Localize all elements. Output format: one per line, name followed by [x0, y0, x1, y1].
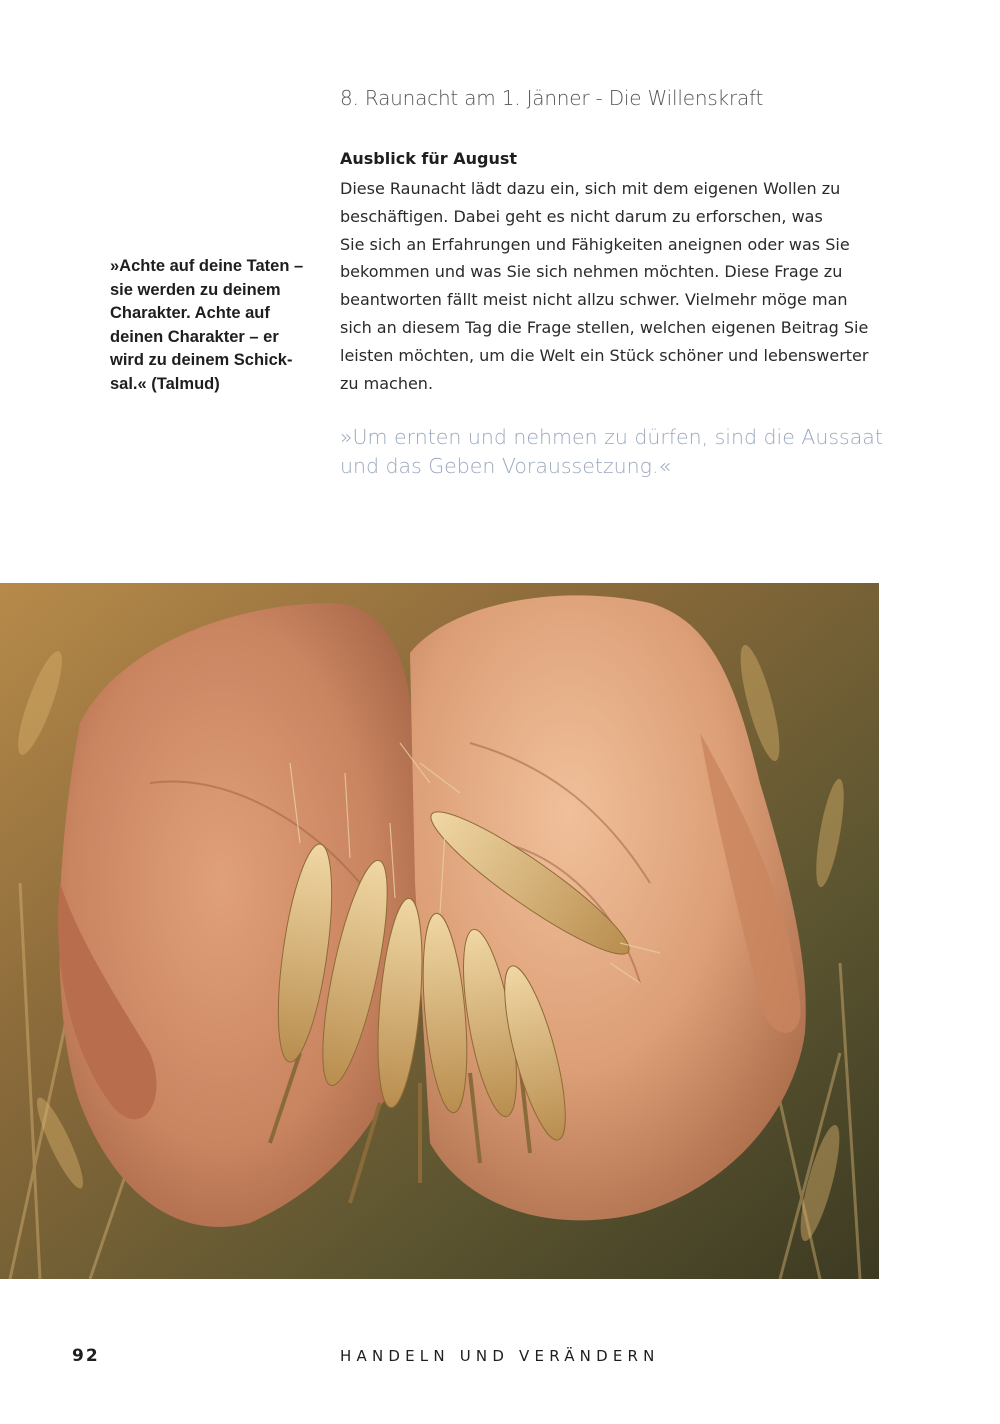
running-footer-title: HANDELN UND VERÄNDERN: [340, 1347, 660, 1365]
sidebar-quote-line: »Achte auf deine Taten –: [110, 257, 304, 275]
chapter-title: 8. Raunacht am 1. Jänner - Die Willenskraft: [340, 86, 764, 110]
wheat-hands-photo: [0, 583, 879, 1279]
sidebar-quote: [110, 255, 315, 396]
body-line: leisten möchten, um die Welt ein Stück schöner und lebenswerter: [340, 345, 869, 365]
body-line: zu machen.: [340, 373, 434, 393]
sidebar-quote-line: sal.« (Talmud): [110, 374, 220, 393]
body-paragraph: [340, 175, 900, 397]
sidebar-quote-line: deinen Charakter – er: [110, 327, 279, 346]
body-line: beschäftigen. Dabei geht es nicht darum zu erforschen, was: [340, 206, 823, 226]
body-line: sich an diesem Tag die Frage stellen, welchen eigenen Beitrag Sie: [340, 317, 869, 337]
body-line: Sie sich an Erfahrungen und Fähigkeiten aneignen oder was Sie: [340, 234, 850, 254]
sidebar-quote-line: wird zu deinem Schick-: [110, 351, 293, 369]
wheat-hands-icon: [0, 583, 879, 1279]
body-line: bekommen und was Sie sich nehmen möchten. Diese Frage zu: [340, 262, 843, 282]
sidebar-quote-line: Charakter. Achte auf: [110, 304, 270, 322]
pull-quote-line: und das Geben Voraussetzung.«: [340, 454, 671, 478]
body-line: beantworten fällt meist nicht allzu schwer. Vielmehr möge man: [340, 290, 848, 310]
section-heading: Ausblick für August: [340, 149, 518, 168]
pull-quote-line: »Um ernten und nehmen zu dürfen, sind die Aussaat: [340, 425, 883, 449]
body-line: Diese Raunacht lädt dazu ein, sich mit dem eigenen Wollen zu: [340, 179, 841, 198]
pull-quote: [340, 423, 900, 481]
sidebar-quote-line: sie werden zu deinem: [110, 280, 281, 299]
page-number: 92: [72, 1346, 100, 1366]
